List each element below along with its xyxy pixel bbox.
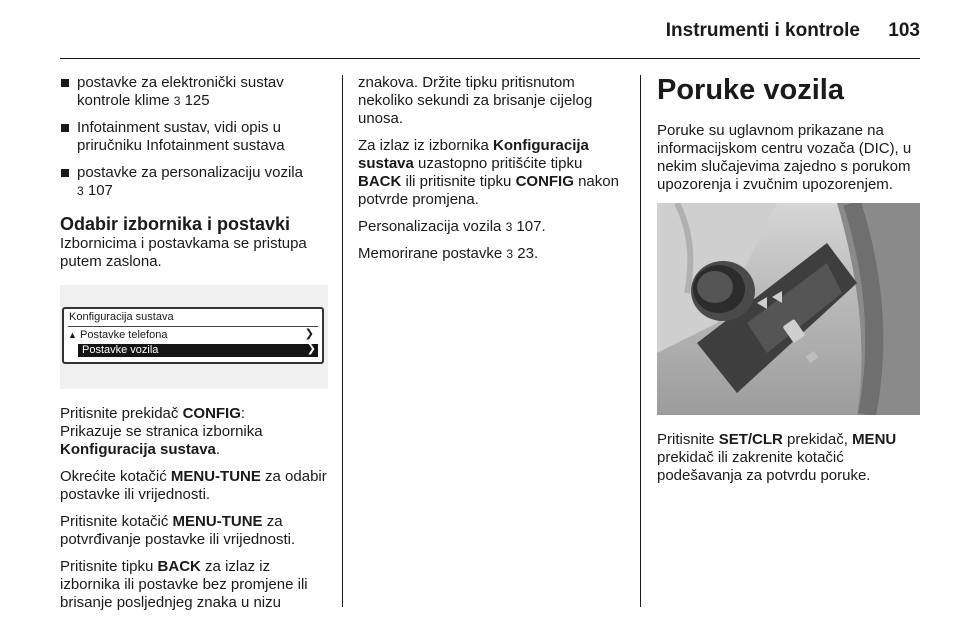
section-subheading: Odabir izbornika i postavki xyxy=(60,214,291,234)
paragraph: Personalizacija vozila 3 107. xyxy=(358,218,546,235)
page-reference[interactable]: 125 xyxy=(180,92,210,109)
page-reference[interactable]: 107. xyxy=(512,218,546,235)
paragraph: Pritisnite prekidač CONFIG: Prikazuje se stranica izbornika Konfiguracija sustava. xyxy=(60,405,263,458)
chevron-right-icon: ❯ xyxy=(304,328,314,340)
list-item: postavke za personalizaciju vozila 3 107 xyxy=(60,164,328,200)
chevron-right-icon: ❯ xyxy=(306,343,316,355)
page-number: 103 xyxy=(888,20,920,41)
paragraph: Pritisnite tipku BACK za izlaz iz izbornika ili postavke bez promjene ili brisanje posljednjeg znaka u nizu xyxy=(60,558,308,611)
bullet-square-icon xyxy=(61,124,69,132)
paragraph: Pritisnite SET/CLR prekidač, MENU prekidač ili zakrenite kotačić podešavanja za potvrdu poruke. xyxy=(657,431,897,484)
column-divider-1 xyxy=(342,75,343,607)
page-reference[interactable]: 107 xyxy=(83,182,113,199)
paragraph: znakova. Držite tipku pritisnutom nekoliko sekundi za brisanje cijelog unosa. xyxy=(358,74,593,127)
column-1 xyxy=(60,74,328,621)
menu-display xyxy=(62,307,324,364)
column-3 xyxy=(657,74,920,494)
arrow-reference-icon: 3 xyxy=(173,94,181,108)
intro-paragraph: Poruke su uglavnom prikazane na informacijskom centru vozača (DIC), u nekim slučajevima zajedno s porukom upozorenja i zvučnim upozorenjem. xyxy=(657,122,912,193)
menu-item-phone-settings: ▲ Postavke telefona ❯ xyxy=(68,328,314,341)
bullet-square-icon xyxy=(61,169,69,177)
bullet-list xyxy=(60,74,328,200)
paragraph: Memorirane postavke 3 23. xyxy=(358,245,539,262)
header-rule xyxy=(60,58,920,59)
intro-paragraph: Izbornicima i postavkama se pristupa putem zaslona. xyxy=(60,235,307,270)
list-item: Infotainment sustav, vidi opis u priručniku Infotainment sustava xyxy=(60,119,328,155)
display-screen-figure xyxy=(60,285,328,389)
column-divider-2 xyxy=(640,75,641,607)
arrow-reference-icon: 3 xyxy=(505,220,513,234)
scroll-up-icon: ▲ xyxy=(68,330,77,340)
column-2 xyxy=(358,74,620,272)
section-heading: Poruke vozila xyxy=(657,74,844,106)
page-reference[interactable]: 23. xyxy=(513,245,539,262)
stalk-photo-illustration xyxy=(657,203,920,415)
arrow-reference-icon: 3 xyxy=(506,247,514,261)
list-item: postavke za elektronički sustav kontrole klime 3 125 xyxy=(60,74,328,110)
paragraph: Za izlaz iz izbornika Konfiguracija sustava uzastopno pritišćite tipku BACK ili pritisnite tipku CONFIG nakon potvrde promjena. xyxy=(358,137,619,208)
menu-item-vehicle-settings-selected: Postavke vozila ❯ xyxy=(78,344,318,357)
steering-column-stalk-photo xyxy=(657,203,920,415)
arrow-reference-icon: 3 xyxy=(77,184,84,198)
bullet-square-icon xyxy=(61,79,69,87)
menu-title: Konfiguracija sustava xyxy=(69,311,174,323)
menu-divider xyxy=(68,326,318,327)
running-header-title: Instrumenti i kontrole xyxy=(665,20,860,41)
paragraph: Okrećite kotačić MENU-TUNE za odabir postavke ili vrijednosti. xyxy=(60,468,327,503)
paragraph: Pritisnite kotačić MENU-TUNE za potvrđivanje postavke ili vrijednosti. xyxy=(60,513,296,548)
